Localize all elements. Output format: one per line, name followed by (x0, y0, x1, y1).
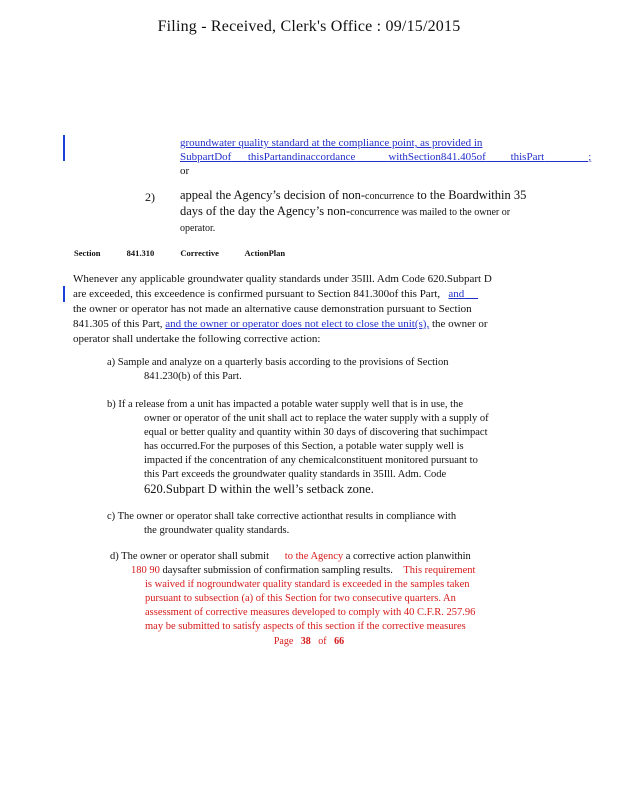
text-line: impacted if the concentration of any chemicalconstituent monitored pursuant to (144, 455, 478, 466)
text-fragment: thisPartandinaccordance (247, 151, 356, 163)
text-fragment: a corrective action planwithin (343, 551, 471, 562)
text-line: this Part exceeds the groundwater quality standards in 35Ill. Adm. Code (144, 469, 447, 480)
page-of: of (318, 636, 327, 647)
text-fragment: ; (588, 151, 592, 163)
text-line: Whenever any applicable groundwater quality standards under 35Ill. Adm Code 620.Subpart D (73, 273, 492, 285)
change-bar (63, 286, 65, 302)
text-fragment: thisPart (510, 151, 545, 163)
page-total: 66 (334, 636, 345, 647)
change-bar (63, 135, 65, 161)
text-line: operator shall undertake the following corrective action: (73, 333, 321, 345)
text-line: the owner or operator has not made an alternative cause demonstration pursuant to Section (73, 303, 472, 315)
text-fragment: concurrence (365, 191, 414, 202)
list-marker: 2) (145, 190, 155, 204)
text-line (73, 287, 533, 302)
text-line (110, 564, 475, 578)
text-fragment: to the Agency (284, 551, 344, 562)
text-fragment: and (448, 288, 465, 300)
text-fragment: and the owner or operator does not elect to close the unit(s), (165, 318, 430, 330)
filing-header: Filing - Received, Clerk's Office : 09/15/2015 (157, 18, 461, 35)
section-body (73, 272, 533, 347)
text-fragment: concurrence (350, 207, 399, 218)
text-fragment: withSection841.405of (388, 151, 486, 163)
text-fragment: the owner or (429, 318, 488, 330)
list-item-a (107, 356, 448, 384)
text-fragment: days of the day the Agency’s non- (180, 204, 351, 218)
page-label: Page (273, 636, 294, 647)
text-fragment: to the Boardwithin 35 (413, 188, 527, 202)
text-line: is waived if nogroundwater quality standard is exceeded in the samples taken (145, 579, 470, 590)
text-fragment: d) The owner or operator shall submit (110, 551, 270, 562)
text-line: 841.230(b) of this Part. (144, 371, 242, 382)
text-line: may be submitted to satisfy aspects of this section if the corrective measures (145, 621, 466, 632)
text-line (73, 317, 533, 332)
text-line: the groundwater quality standards. (144, 525, 290, 536)
section-title-part: ActionPlan (244, 248, 286, 258)
text-line: assessment of corrective measures developed to comply with 40 C.F.R. 257.96 (145, 607, 476, 618)
text-fragment: 841.305 of this Part, (73, 318, 163, 330)
text-line: owner or operator of the unit shall act to replace the water supply with a supply of (144, 413, 489, 424)
list-item-d (110, 550, 475, 634)
text-line: c) The owner or operator shall take corrective actionthat results in compliance with (107, 511, 457, 522)
text-line: groundwater quality standard at the compliance point, as provided in (180, 137, 483, 149)
section-label: Section (74, 248, 101, 258)
text-line (180, 150, 592, 164)
page-number-footer (0, 636, 618, 647)
text-line: pursuant to subsection (a) of this Section for two consecutive quarters. An (145, 593, 456, 604)
section-heading (74, 248, 309, 258)
text-line: has occurred.For the purposes of this Section, a potable water supply well is (144, 441, 464, 452)
text-fragment: appeal the Agency’s decision of non- (180, 188, 366, 202)
text-line: or (180, 165, 190, 177)
section-number: 841.310 (126, 248, 155, 258)
text-fragment: daysafter submission of confirmation sampling results. (159, 565, 393, 576)
section-title-part: Corrective (180, 248, 219, 258)
text-fragment: 180 90 (131, 565, 160, 576)
text-fragment: operator. (180, 223, 216, 234)
page-current: 38 (300, 636, 311, 647)
list-item-b (107, 398, 489, 496)
list-item-c (107, 510, 456, 538)
text-fragment: SubpartDof (180, 151, 232, 163)
list-item (180, 188, 550, 236)
text-fragment: are exceeded, this exceedence is confirmed pursuant to Section 841.300of this Part, (73, 288, 441, 300)
text-line: equal or better quality and quantity within 30 days of discovering that suchimpact (144, 427, 488, 438)
text-fragment: This requirement (403, 565, 476, 576)
text-fragment: was mailed to the owner or (398, 207, 511, 218)
text-line: 620.Subpart D within the well’s setback zone. (144, 482, 374, 496)
text-line: a) Sample and analyze on a quarterly basis according to the provisions of Section (107, 357, 449, 368)
text-line: b) If a release from a unit has impacted a potable water supply well that is in use, the (107, 399, 464, 410)
text-line (110, 550, 475, 564)
paragraph-continuation (180, 136, 592, 178)
